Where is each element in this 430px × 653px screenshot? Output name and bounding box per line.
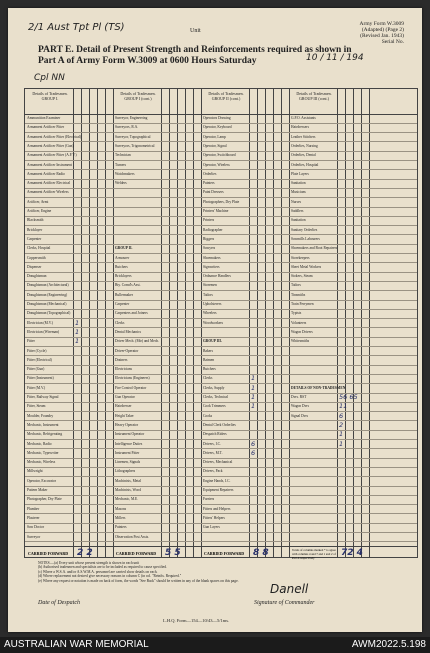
form-number: Army Form W.3009 (359, 21, 404, 27)
table-row (25, 413, 417, 422)
table-row (25, 180, 417, 189)
row-trade-group3-cont: Tinsmiths (291, 292, 306, 297)
row-trade-group1: Clerks, Hospital (27, 246, 51, 251)
row-trade-group3-cont: Sanitation (291, 181, 306, 186)
row-trade-group1: Mechanic, Instrument (27, 422, 59, 427)
serial-label: Serial No. (381, 39, 404, 45)
row-trade-group2-cont: Drivers, Mechanical (203, 460, 233, 465)
row-trade-group1: Armament Artificer Fitter (Gun) (27, 143, 74, 148)
row-trade-group1-cont: Surveyor, Engineering (115, 116, 148, 120)
row-trade-group1: Plumber (27, 506, 40, 511)
row-trade-group2-cont: Woodworkers (203, 320, 224, 325)
row-trade-group2-cont: Drivers, Pack (203, 469, 223, 474)
table-row (25, 152, 417, 161)
row-trade-group1: Mechanic, Refrigerating (27, 432, 63, 437)
row-trade-group1-cont: Butchers (115, 264, 128, 269)
row-trade-group2-cont: Signwriters (203, 264, 220, 269)
row-trade-group2-cont: Shoemakers (203, 255, 221, 260)
form-sheet (8, 8, 422, 632)
row-trade-group3-cont: Plate Layers (291, 171, 309, 176)
row-trade-group1-cont: Gun Operator (115, 395, 135, 399)
table-row (25, 143, 417, 152)
table-row (25, 534, 417, 543)
row-trade-group1: Electrician (M.V.) (27, 320, 53, 325)
row-trade-group1: Blacksmith (27, 218, 44, 223)
row-trade-group3-cont: DETAILS OF NON-TRADESMEN (291, 385, 346, 390)
table-row (25, 292, 417, 301)
row-trade-group1-cont: Heavy Operator (115, 422, 139, 427)
row-trade-group1-cont: Masons (115, 506, 127, 511)
row-trade-group1: Dispenser (27, 264, 42, 269)
row-trade-group1-cont: Instrument Fitter (115, 450, 140, 455)
table-row (25, 348, 417, 357)
table-row (25, 227, 417, 236)
archive-id: AWM2022.5.198 (351, 639, 426, 650)
row-trade-group2-cont: GROUP III. (203, 339, 222, 344)
table-row (25, 478, 417, 487)
row-trade-group1: Plasterer (27, 515, 40, 520)
row-trade-group1: Millwright (27, 469, 43, 474)
table-row (25, 124, 417, 133)
handwritten-count: 1 (339, 439, 344, 448)
row-trade-group2-cont: Operator, Signal (203, 143, 227, 148)
row-trade-group2-cont: Printers' Machine (203, 209, 229, 213)
table-row (25, 171, 417, 180)
totals-row: CARRIED FORWARD CARRIED FORWARD CARRIED FORWARD Totals of columns marked * to agree with columns 4 and 7 and 1 and 2 of Part A respectively 2 2 5 5 8 8 72 4 (25, 546, 417, 560)
handwritten-count: 56 65 (339, 393, 358, 401)
row-trade-group1: Draughtsman (Architectural) (27, 283, 69, 288)
row-trade-group1-cont: Technician (115, 153, 131, 158)
row-trade-group1-cont: Machinists, Wood (115, 488, 141, 492)
group-1-cont-header: Details of Tradesmen. GROUP I (cont.) (120, 91, 156, 101)
table-row (25, 162, 417, 171)
row-trade-group3-cont: Wagon Dvrs (291, 404, 309, 409)
row-trade-group1: Fitter (M.V.) (27, 385, 46, 390)
handwritten-count: 1 (251, 393, 256, 401)
row-trade-group1-cont: Bullermaker (115, 292, 133, 297)
form-revised: (Revised Jan. 1943) (360, 33, 404, 39)
row-trade-group2-cont: Butchers (203, 367, 216, 372)
handwritten-count: 1 (251, 383, 256, 392)
row-trade-group2-cont: Paint Dressers (203, 190, 224, 195)
handwritten-count: 1 (75, 318, 80, 327)
row-trade-group2-cont: Cook Trimmers (203, 404, 226, 409)
table-row (25, 422, 417, 431)
row-trade-group2-cont: Equipment Repairers (203, 488, 234, 492)
table-row (25, 338, 417, 347)
row-trade-group1: Moulder, Foundry (27, 413, 54, 418)
row-trade-group3-cont: Sawmills Labourers (291, 236, 320, 241)
row-trade-group1: Artificer, Armt (27, 199, 49, 204)
row-trade-group3-cont: Tailors (291, 283, 301, 288)
row-trade-group1: Fitter (Electrical) (27, 357, 52, 362)
row-trade-group2-cont: Batmen (203, 357, 215, 362)
handwritten-count: 2 (339, 420, 344, 429)
row-trade-group1: Coppersmith (27, 255, 46, 260)
row-trade-group1-cont: Bricklayers (115, 274, 132, 279)
row-trade-group1: Armament Artificer Fitter (27, 125, 65, 130)
row-trade-group2-cont: Riggers (203, 236, 215, 241)
row-trade-group3-cont: Typists (291, 311, 302, 316)
row-trade-group1: Carpenter (27, 236, 42, 241)
row-trade-group3-cont: Shoemakers and Boot Repairers (291, 246, 338, 251)
table-row (25, 199, 417, 208)
row-trade-group3-cont: Orderlies, Hospital (291, 162, 319, 167)
row-trade-group1-cont: Drainers (115, 357, 128, 362)
row-trade-group1-cont: GROUP II. (115, 246, 133, 251)
table-row (25, 273, 417, 282)
row-trade-group1: Armament Artificer Wireless (27, 190, 69, 195)
row-trade-group2-cont: Fitters' Helpers (203, 515, 225, 520)
unit-entry: 2/1 Aust Tpt Pl (TS) (28, 22, 125, 33)
row-trade-group1-cont: Instrument Operator (115, 432, 145, 437)
row-trade-group1: Fitter, Steam (27, 404, 46, 409)
table-row (25, 115, 417, 124)
row-trade-group1: Armament Artificer Fitter (A.F.V.) (27, 153, 77, 158)
archive-caption-bar (0, 637, 430, 653)
notes: NOTES.—(a) Every unit whose present strength is shown in each unit (b) Authorised tradesmen and specialists are to be included as required to cause specified. (c) Where a W.S.A. and/or A.S.W.M.A. personnel are carried show details on each. (d) Where replacement not desired give necessary reasons in column C (in col. "Reinfts. Required." (e) Where any request or notation is made on back of form, the words "See Back" should be written in any of the blank spaces on this page. (38, 561, 239, 583)
row-trade-group1: Armament Artificer Instrument (27, 162, 72, 167)
row-trade-group1: Pattern Maker (27, 488, 48, 492)
table-row (25, 496, 417, 505)
table-row (25, 385, 417, 394)
row-trade-group1: Draughtsman (Mechanical) (27, 302, 67, 306)
row-trade-group2-cont: Operator, Wireless (203, 162, 230, 167)
strength-table (24, 88, 418, 558)
row-trade-group1: Draughtsman (Topographical) (27, 311, 71, 316)
row-trade-group2-cont: Gun Layers (203, 525, 220, 530)
row-trade-group2-cont: Wheelers (203, 311, 217, 316)
row-trade-group3-cont: Sheet Metal Workers (291, 264, 322, 269)
row-trade-group3-cont: Signal Dvrs (291, 413, 309, 418)
table-row (25, 189, 417, 198)
row-trade-group1: Armament Artificer Radio (27, 171, 65, 176)
row-trade-group3-cont: Leather Stitchers (291, 134, 316, 139)
row-trade-group2-cont: Painters (203, 181, 215, 186)
table-row (25, 431, 417, 440)
row-trade-group1-cont: Observation Post Assts. (115, 534, 150, 539)
signature: Danell (270, 582, 309, 596)
table-row (25, 320, 417, 329)
group-3-cont-header: Details of Tradesmen. GROUP III (cont.) (296, 91, 332, 101)
row-trade-group2-cont: Printers (203, 218, 215, 223)
row-trade-group1: Armament Artificer Electrical (27, 181, 71, 186)
row-trade-group1: Fitter (27, 339, 35, 344)
row-trade-group2-cont: Photographers, Dry Plate (203, 199, 240, 204)
row-trade-group1-cont: Electricians (115, 367, 132, 372)
handwritten-count: 1 (339, 430, 344, 439)
row-trade-group1: Ammunition Examiner (27, 116, 61, 120)
row-trade-group2-cont: Drivers, I.C. (203, 441, 221, 446)
group-2-cont-header: Details of Tradesmen. GROUP II (cont.) (208, 91, 244, 101)
table-row (25, 208, 417, 217)
print-reference: L.H.Q. Form—154—10/43—5/1ms. (163, 618, 230, 623)
table-row (25, 375, 417, 384)
date-entry: 10 / 11 / 194 (306, 53, 364, 63)
row-trade-group2-cont: Drivers, M.T. (203, 450, 223, 455)
commander-signature-label: Signature of Commander (254, 600, 315, 606)
row-trade-group1: Fitter (Gun) (27, 367, 45, 372)
table-row (25, 515, 417, 524)
row-trade-group3-cont: Sanitation (291, 218, 306, 223)
row-trade-group3-cont: Dvrs. RST (291, 395, 307, 399)
row-trade-group1-cont: Welders (115, 181, 127, 186)
table-row (25, 403, 417, 412)
row-trade-group1: Electrician (Wireman) (27, 329, 60, 334)
table-row (25, 487, 417, 496)
row-trade-group2-cont: Clerks (203, 376, 213, 381)
row-trade-group1: Mechanic, Wireless (27, 460, 56, 465)
row-trade-group1-cont: Fire Control Operator (115, 385, 147, 390)
row-trade-group3-cont: Nurses (291, 199, 301, 204)
row-trade-group2-cont: Storemen (203, 283, 217, 288)
row-trade-group1-cont: Clerks (115, 320, 125, 325)
table-row (25, 329, 417, 338)
row-trade-group1-cont: Hairdresser (115, 404, 132, 409)
row-trade-group2-cont: Cooks (203, 413, 213, 418)
row-trade-group3-cont: Whitesmiths (291, 339, 310, 344)
row-trade-group3-cont: Wagon Drivers (291, 329, 313, 334)
row-trade-group3-cont: Musicians (291, 190, 306, 195)
row-trade-group2-cont: Radiographer (203, 227, 223, 232)
row-trade-group3-cont: Train Ferrymen (291, 302, 314, 306)
row-trade-group3-cont: Orderlies, Nursing (291, 143, 318, 148)
table-row (25, 524, 417, 533)
row-trade-group1-cont: Height Taker (115, 413, 134, 418)
handwritten-count: 1 (75, 327, 80, 336)
row-trade-group1-cont: Surveyors, R.A. (115, 125, 139, 130)
row-trade-group1: Fitter, Railway Signal (27, 395, 59, 399)
row-trade-group1: Photographer, Dry Plate (27, 497, 62, 502)
row-trade-group1-cont: Millers (115, 515, 126, 520)
table-row (25, 459, 417, 468)
row-trade-group2-cont: Operator, Keyboard (203, 125, 232, 130)
table-row (25, 394, 417, 403)
row-trade-group2-cont: Operator, Switchboard (203, 153, 236, 158)
form-title: PART E. Detail of Present Strength and Reinforcements required as shown in Part A of Army Form W.3009 at 0600 Hours Saturday (38, 45, 352, 66)
row-trade-group1: Bricklayer (27, 227, 43, 232)
row-trade-group3-cont: Hairdressers (291, 125, 309, 130)
handwritten-count: 11 (339, 402, 348, 411)
row-trade-group2-cont: Clerks, Technical (203, 395, 229, 399)
table-row (25, 450, 417, 459)
row-trade-group2-cont: Operators Drawing (203, 116, 231, 120)
row-trade-group3-cont: Stokers, Steam (291, 274, 313, 279)
form-adapted: (Adapted) (Page 2) (361, 27, 404, 33)
table-row (25, 301, 417, 310)
row-trade-group1: Artificer, Engine (27, 209, 52, 213)
row-trade-group1-cont: Surveyor, Topographical (115, 134, 151, 139)
row-trade-group2-cont: Operator, Lamp (203, 134, 226, 139)
row-trade-group1-cont: Intelligence Duties (115, 441, 143, 446)
row-trade-group1-cont: Linemen, Signals (115, 460, 141, 465)
row-trade-group1-cont: Mechanic, M.E. (115, 497, 139, 502)
row-trade-group3-cont: G.P.O. Assistants (291, 116, 316, 120)
form-reference (326, 21, 404, 45)
row-trade-group1-cont: Painters (115, 525, 127, 530)
row-trade-group1-cont: Electricians (Engineers) (115, 376, 150, 381)
row-trade-group3-cont: Storekeepers (291, 255, 310, 260)
handwritten-count: 1 (251, 402, 256, 411)
table-row (25, 217, 417, 226)
row-trade-group2-cont: Sawyers (203, 246, 216, 251)
table-row (25, 264, 417, 273)
handwritten-count: 6 (339, 411, 344, 420)
handwritten-count: 1 (75, 337, 80, 346)
row-trade-group2-cont: Ordnance Handlers (203, 274, 231, 279)
row-trade-group3-cont: Sanitary Orderlies (291, 227, 318, 232)
unit-label: Unit (190, 28, 201, 34)
table-row (25, 310, 417, 319)
row-trade-group1: Fitter (Instrument) (27, 376, 54, 381)
row-trade-group2-cont: Fitters and Helpers (203, 506, 231, 511)
table-row (25, 506, 417, 515)
table-row (25, 255, 417, 264)
row-trade-group1-cont: Turners (115, 162, 127, 167)
table-row (25, 282, 417, 291)
group-1-header: Details of Tradesmen. GROUP I. (32, 91, 68, 101)
margin-note: Cpl NN (34, 73, 65, 83)
row-trade-group2-cont: Orderlies (203, 171, 217, 176)
row-trade-group2-cont: Clerks, Supply (203, 385, 225, 390)
row-trade-group1: Draughtsman (27, 274, 47, 279)
row-trade-group1-cont: Carpenter (115, 302, 130, 306)
row-trade-group2-cont: Upholsterers (203, 302, 222, 306)
row-trade-group1-cont: Surveyors, Trigonometrical (115, 143, 155, 148)
table-row (25, 366, 417, 375)
row-trade-group2-cont: Engine Hands, I.C. (203, 478, 231, 483)
table-row (25, 236, 417, 245)
row-trade-group1: Surveyor (27, 534, 41, 539)
row-trade-group1: Draughtsman (Engineering) (27, 292, 68, 297)
table-row (25, 441, 417, 450)
row-trade-group1-cont: Driver Mech. (Mtr) and Mech. (115, 339, 160, 344)
handwritten-count: 6 (251, 448, 256, 457)
row-trade-group1-cont: Bty. Comd's Asst. (115, 283, 141, 288)
row-trade-group1-cont: Machinists, Metal (115, 478, 141, 483)
row-trade-group3-cont: Saddlers (291, 209, 304, 213)
row-trade-group1: Armament Artificer Fitter (Electrical) (27, 134, 82, 139)
row-trade-group1-cont: Dental Mechanics (115, 329, 142, 334)
row-trade-group2-cont: Dental Clerk Orderlies (203, 422, 236, 427)
row-trade-group3-cont: Volunteers (291, 320, 307, 325)
table-row (25, 468, 417, 477)
date-of-despatch-label: Date of Despatch (38, 600, 80, 606)
row-trade-group2-cont: Bakers (203, 348, 213, 353)
row-trade-group1-cont: Lithographers (115, 469, 136, 474)
handwritten-count: 1 (251, 374, 256, 383)
row-trade-group1: Saw Doctor (27, 525, 45, 530)
row-trade-group3-cont: Orderlies, Dental (291, 153, 316, 158)
handwritten-count: 6 (251, 439, 256, 448)
row-trade-group1-cont: Driver-Operator (115, 348, 139, 353)
row-trade-group1: Fitter (Cycle) (27, 348, 47, 353)
row-trade-group2-cont: Farriers (203, 497, 215, 502)
row-trade-group1-cont: Watchmakers (115, 171, 135, 176)
archive-name: AUSTRALIAN WAR MEMORIAL (4, 639, 149, 650)
row-trade-group2-cont: Tailors (203, 292, 213, 297)
table-row (25, 245, 417, 254)
row-trade-group1-cont: Armourer (115, 255, 130, 260)
row-trade-group1-cont: Carpenters and Joiners (115, 311, 148, 316)
table-row (25, 357, 417, 366)
table-row (25, 134, 417, 143)
row-trade-group2-cont: Despatch Riders (203, 432, 227, 437)
row-trade-group1: Mechanic, Typewriter (27, 450, 59, 455)
row-trade-group1: Operator, Excavator (27, 478, 56, 483)
row-trade-group1: Mechanic, Radio (27, 441, 52, 446)
